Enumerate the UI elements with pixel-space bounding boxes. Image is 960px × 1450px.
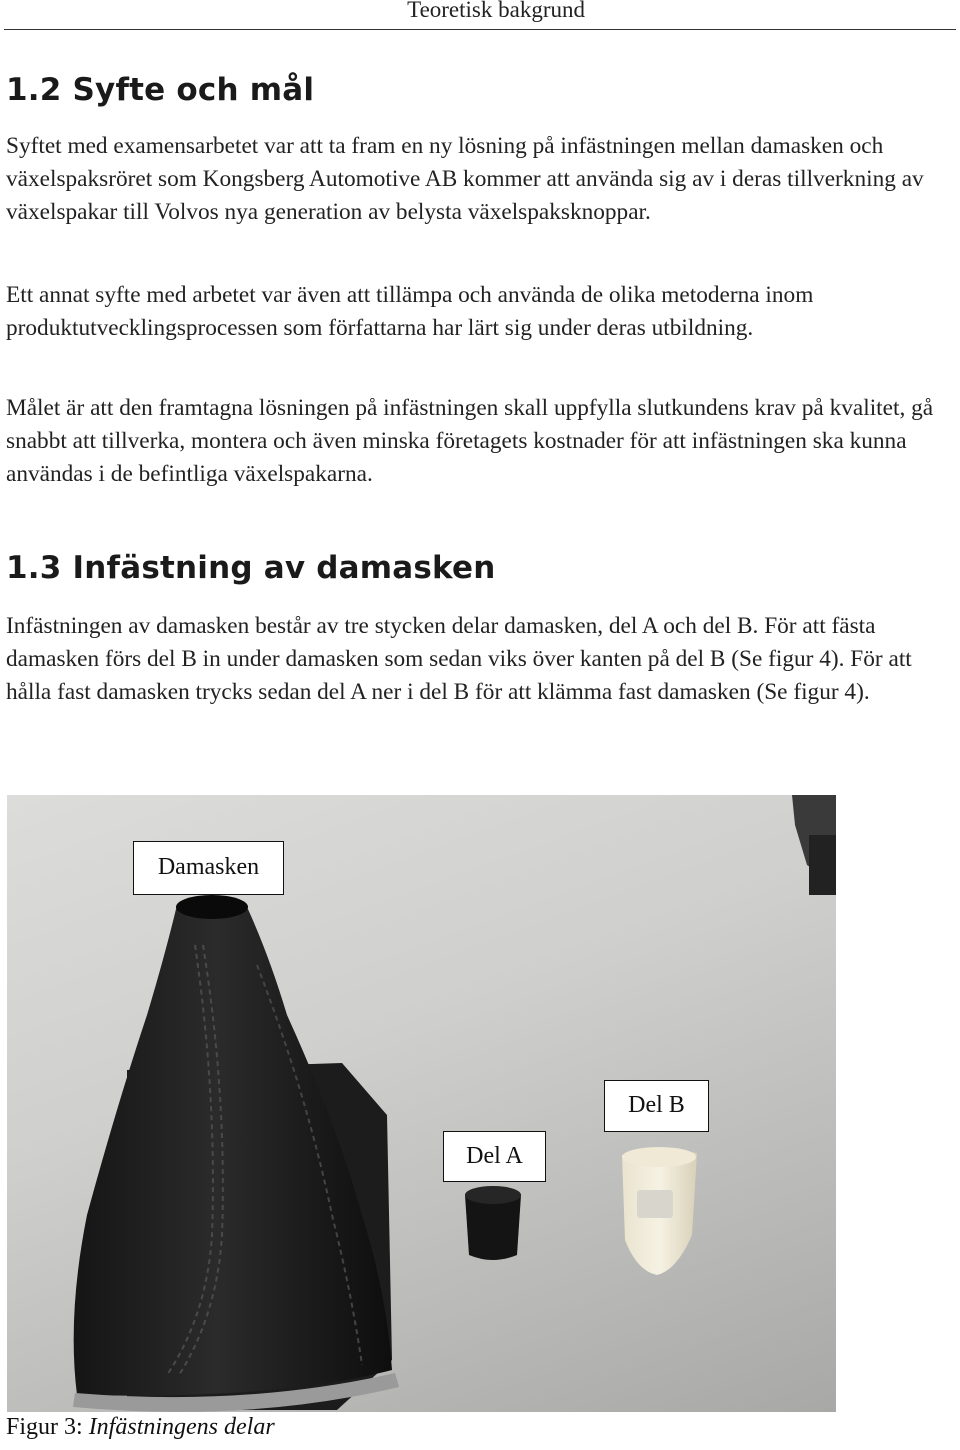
header-divider	[4, 29, 956, 30]
paragraph-goal: Målet är att den framtagna lösningen på infästningen skall uppfylla slutkundens krav på kvalitet, gå snabbt att tillverka, montera och även minska företagets kostnader för att infästningen ska kunna användas i de befintliga växelspakarna.	[6, 395, 934, 487]
part-a-top	[465, 1186, 521, 1204]
section-heading-1-2: 1.2 Syfte och mål	[6, 72, 315, 108]
figure-caption-title: Infästningens delar	[88, 1414, 275, 1440]
part-b-top	[622, 1147, 696, 1167]
boot-opening	[176, 895, 248, 919]
paragraph-other-purpose: Ett annat syfte med arbetet var även att tillämpa och använda de olika metoderna inom produktutvecklingsprocessen som författarna har lärt sig under deras utbildning.	[6, 282, 814, 341]
paragraph-purpose: Syftet med examensarbetet var att ta fram en ny lösning på infästningen mellan damasken och växelspaksröret som Kongsberg Automotive AB kommer att använda sig av i deras tillverkning av växelspakar till Volvos nya generation av belysta växelspaksknoppar.	[6, 133, 924, 225]
background-object-dark	[809, 835, 836, 895]
part-b-window	[637, 1190, 673, 1218]
paragraph-mounting: Infästningen av damasken består av tre stycken delar damasken, del A och del B. För att fästa damasken förs del B in under damasken som sedan viks över kanten på del B (Se figur 4). För att hålla fast damasken trycks sedan del A ner i del B för att klämma fast damasken (Se figur 4).	[6, 613, 912, 705]
label-damasken: Damasken	[133, 841, 284, 895]
figure-caption-prefix: Figur 3:	[6, 1414, 89, 1440]
figure-photo	[7, 795, 836, 1412]
label-del-b: Del B	[604, 1080, 709, 1132]
figure-caption	[6, 1414, 275, 1441]
running-header: Teoretisk bakgrund	[407, 0, 585, 22]
section-heading-1-3: 1.3 Infästning av damasken	[6, 550, 496, 586]
photo-illustration	[7, 795, 836, 1412]
label-del-a: Del A	[443, 1131, 546, 1182]
